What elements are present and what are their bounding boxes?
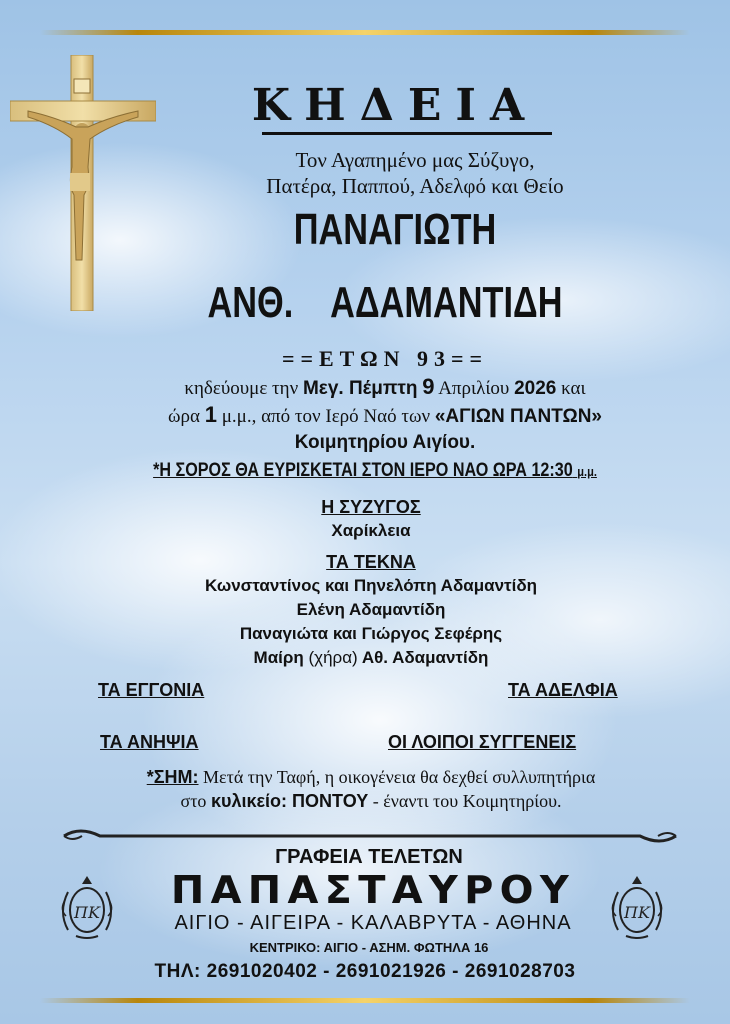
child-4-name: Μαίρη <box>253 648 304 667</box>
child-2: Ελένη Αδαμαντίδη <box>296 600 446 619</box>
day: Μεγ. Πέμπτη <box>302 378 418 399</box>
funeral-home-name: ΠΑΠΑΣΤΑΥΡΟΥ <box>170 868 576 912</box>
note-text: Μετά την Ταφή, η οικογένεια θα δεχθεί συλλυπητήρια <box>203 767 596 787</box>
funeral-home-phones: ΤΗΛ: 2691020402 - 2691021926 - 2691028703 <box>154 961 576 982</box>
deceased-full-surname <box>100 278 669 328</box>
title-underline <box>262 132 552 135</box>
hour: 1 <box>204 402 217 427</box>
surname: ΑΔΑΜΑΝΤΙΔΗ <box>330 278 563 327</box>
siblings-heading: ΤΑ ΑΔΕΛΦΙΑ <box>508 680 618 700</box>
canteen-name: κυλικείο: ΠΟΝΤΟΥ <box>210 791 369 811</box>
funeral-home-address: ΚΕΝΤΡΙΚΟ: ΑΙΓΙΟ - ΑΣΗΜ. ΦΩΤΗΛΑ 16 <box>249 940 489 955</box>
child-4 <box>6 647 730 669</box>
spouse-name: Χαρίκλεια <box>331 521 411 540</box>
funeral-home-label: ΓΡΑΦΕΙΑ ΤΕΛΕΤΩΝ <box>275 846 463 868</box>
text: ώρα <box>168 406 200 427</box>
age-line: ==ΕΤΩΝ 93== <box>281 346 489 371</box>
church-name: «ΑΓΙΩΝ ΠΑΝΤΩΝ» <box>434 406 602 427</box>
father-initial: ΑΝΘ. <box>207 278 294 327</box>
coffin-note <box>65 460 686 482</box>
children-heading: ΤΑ ΤΕΚΝΑ <box>326 552 416 572</box>
deceased-first-name: ΠΑΝΑΓΙΩΤΗ <box>293 205 497 254</box>
page-title: ΚΗΔΕΙΑ <box>251 80 539 131</box>
relatives-heading: ΟΙ ΛΟΙΠΟΙ ΣΥΓΓΕΝΕΙΣ <box>388 732 577 752</box>
grandchildren-heading: ΤΑ ΕΓΓΟΝΙΑ <box>98 680 205 700</box>
coffin-note-text: *Η ΣΟΡΟΣ ΘΑ ΕΥΡΙΣΚΕΤΑΙ ΣΤΟΝ ΙΕΡΟ ΝΑΟ ΩΡΑ 12:30 <box>153 460 573 481</box>
date-number: 9 <box>422 374 435 399</box>
svg-text:ΠΚ: ΠΚ <box>74 903 100 922</box>
spouse-heading: Η ΣΥΖΥΓΟΣ <box>321 497 421 517</box>
child-1: Κωνσταντίνος και Πηνελόπη Αδαμαντίδη <box>204 576 538 595</box>
note <box>6 765 730 813</box>
note-line-2 <box>6 789 730 813</box>
text: κηδεύουμε την <box>184 378 299 399</box>
coffin-note-suffix: μ.μ. <box>577 464 597 479</box>
funeral-info-line-2 <box>20 402 730 430</box>
funeral-info-line-3 <box>20 430 730 456</box>
ornament-divider <box>60 828 680 844</box>
text: μ.μ., από τον Ιερό Ναό των <box>221 406 431 427</box>
top-gold-divider <box>40 30 690 35</box>
note-line-1 <box>6 765 730 789</box>
intro-text-1: Τον Αγαπημένο μας Σύζυγο, <box>295 148 535 172</box>
intro-line-2: Πατέρα, Παππού, Αδελφό και Θείο <box>266 174 564 198</box>
child-4-status: (χήρα) <box>308 648 358 667</box>
note-text: - έναντι του Κοιμητηρίου. <box>372 791 562 811</box>
text: και <box>561 378 586 399</box>
bottom-gold-divider <box>40 998 690 1003</box>
intro-line-1 <box>50 146 730 174</box>
year: 2026 <box>514 378 557 399</box>
child-4-surname: Αθ. Αδαμαντίδη <box>361 648 489 667</box>
funeral-info <box>20 374 730 456</box>
funeral-info-line-1 <box>20 374 730 402</box>
nephews-heading: ΤΑ ΑΝΗΨΙΑ <box>100 732 199 752</box>
child-3: Παναγιώτα και Γιώργος Σεφέρης <box>239 624 503 643</box>
funeral-home-cities: ΑΙΓΙΟ - ΑΙΓΕΙΡΑ - ΚΑΛΑΒΡΥΤΑ - ΑΘΗΝΑ <box>174 912 572 934</box>
svg-text:ΠΚ: ΠΚ <box>624 903 650 922</box>
cemetery: Κοιμητηρίου Αιγίου. <box>294 432 476 453</box>
note-text: στο <box>180 791 207 811</box>
note-prefix: *ΣΗΜ: <box>146 767 199 787</box>
month: Απριλίου <box>438 378 510 399</box>
